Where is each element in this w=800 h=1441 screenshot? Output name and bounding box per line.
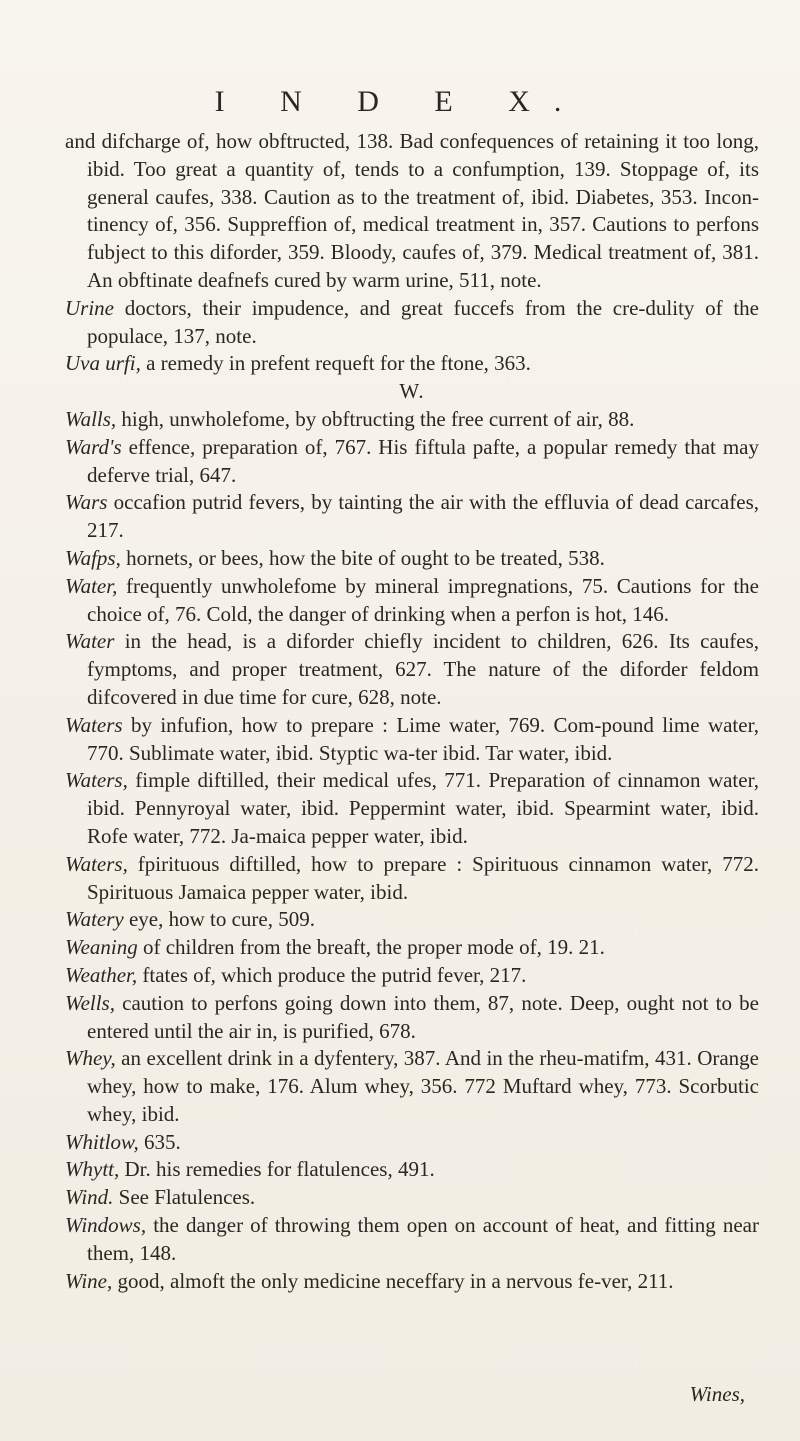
entry-text: in the head, is a diforder chiefly incident to children, 626. Its caufes, fymptoms, and proper treatment, 627. The nature of the diforder feldom difcovered in due time for cure, 628, note. xyxy=(87,629,759,709)
entry-headword: Whey, xyxy=(65,1046,116,1071)
entry-text: frequently unwholefome by mineral impregnations, 75. Cautions for the choice of, 76. Cold, the danger of drinking when a perfon is hot, 146. xyxy=(87,573,759,626)
index-entry xyxy=(65,350,759,378)
entry-text: a remedy in prefent requeft for the ftone, 363. xyxy=(140,351,531,376)
index-entry xyxy=(65,295,759,351)
index-entry xyxy=(65,1268,759,1296)
entry-headword: Ward's xyxy=(65,434,122,459)
entry-text: caution to perfons going down into them, 87, note. Deep, ought not to be entered until the air in, is purified, 678. xyxy=(87,990,759,1043)
entry-headword: Watery xyxy=(65,907,124,932)
entry-headword: Waters, xyxy=(65,768,128,793)
entry-headword: Wells, xyxy=(65,990,115,1015)
entry-text: fimple diftilled, their medical ufes, 771. Preparation of cinnamon water, ibid. Pennyroyal water, ibid. Peppermint water, ibid. Spearmint water, ibid. Rofe water, 772. Ja-maica pepper water, ibid. xyxy=(87,768,759,848)
index-entry xyxy=(65,1156,759,1184)
entry-text: 635. xyxy=(138,1129,181,1154)
index-entry xyxy=(65,434,759,490)
entry-headword: Waters, xyxy=(65,851,128,876)
entry-text: ftates of, which produce the putrid fever, 217. xyxy=(137,962,527,987)
entry-text: effence, preparation of, 767. His fiftula pafte, a popular remedy that may deferve trial, 647. xyxy=(87,434,759,487)
entry-text: Dr. his remedies for flatulences, 491. xyxy=(119,1157,435,1182)
entry-headword: Windows, xyxy=(65,1213,147,1238)
index-entry xyxy=(65,767,759,850)
index-entry xyxy=(65,128,759,295)
entry-headword: Waters xyxy=(65,712,123,737)
index-entry xyxy=(65,489,759,545)
entry-headword: Walls, xyxy=(65,406,117,431)
index-entry xyxy=(65,1045,759,1128)
entry-text: by infufion, how to prepare : Lime water, 769. Com-pound lime water, 770. Sublimate water, ibid. Styptic wa-ter ibid. Tar water, ibid. xyxy=(87,712,759,765)
index-entry xyxy=(65,1212,759,1268)
entry-headword: Water, xyxy=(65,573,118,598)
entry-text: eye, how to cure, 509. xyxy=(123,907,315,932)
index-entry xyxy=(65,628,759,711)
entry-text: occafion putrid fevers, by tainting the air with the effluvia of dead carcafes, 217. xyxy=(87,490,759,543)
entry-headword: Uva urfi, xyxy=(65,351,141,376)
index-entry xyxy=(65,406,759,434)
entry-headword: Urine xyxy=(65,295,114,320)
entry-headword: Wafps, xyxy=(65,545,121,570)
index-entry xyxy=(65,990,759,1046)
entry-text: doctors, their impudence, and great fuccefs from the cre-dulity of the populace, 137, note. xyxy=(87,295,759,348)
entry-text: the danger of throwing them open on account of heat, and fitting near them, 148. xyxy=(87,1213,759,1265)
section-letter: W. xyxy=(399,379,425,404)
entry-text: and difcharge of, how obftructed, 138. Bad confequences of retaining it too long, ibid. Too great a quantity of, tends to a confumption, 139. Stoppage of, its general caufes, 338. Caution as to the treatment of, ibid. Diabetes, 353. Incon-tinency of, 356. Suppreffion of, medical treatment in, 357. Cautions to perfons fubject to this diforder, 359. Bloody, caufes of, 379. Medical treatment of, 381. An obftinate deafnefs cured by warm urine, 511, note. xyxy=(65,129,759,292)
entry-headword: Weather, xyxy=(65,962,138,987)
index-entry xyxy=(65,934,759,962)
entry-headword: Wine, xyxy=(65,1268,113,1293)
entry-headword: Water xyxy=(65,629,115,654)
index-entry xyxy=(65,545,759,573)
index-entry xyxy=(65,573,759,629)
index-entry xyxy=(65,712,759,768)
entry-text: See Flatulences. xyxy=(113,1185,256,1210)
index-entry xyxy=(65,906,759,934)
entry-text: fpirituous diftilled, how to prepare : Spirituous cinnamon water, 772. Spirituous Jamaica pepper water, ibid. xyxy=(87,851,759,904)
index-entry xyxy=(65,851,759,907)
entry-text: high, unwholefome, by obftructing the free current of air, 88. xyxy=(116,406,635,431)
entry-headword: Whytt, xyxy=(65,1157,120,1182)
entry-headword: Wars xyxy=(65,490,108,515)
index-entry xyxy=(65,1129,759,1157)
entry-text: of children from the breaft, the proper mode of, 19. 21. xyxy=(137,935,605,960)
entry-headword: Whitlow, xyxy=(65,1129,139,1154)
entry-headword: Wind. xyxy=(65,1185,114,1210)
index-entry xyxy=(65,962,759,990)
index-entry xyxy=(65,1184,759,1212)
index-text xyxy=(65,128,759,1295)
running-head: I N D E X. xyxy=(214,85,586,118)
entry-text: hornets, or bees, how the bite of ought to be treated, 538. xyxy=(120,545,605,570)
entry-headword: Weaning xyxy=(65,935,138,960)
entry-text: good, almoft the only medicine neceffary in a nervous fe-ver, 211. xyxy=(112,1268,674,1293)
entry-text: an excellent drink in a dyfentery, 387. And in the rheu-matifm, 431. Orange whey, how to make, 176. Alum whey, 356. 772 Muftard whey, 773. Scorbutic whey, ibid. xyxy=(87,1046,759,1126)
catchword: Wines, xyxy=(689,1382,745,1406)
